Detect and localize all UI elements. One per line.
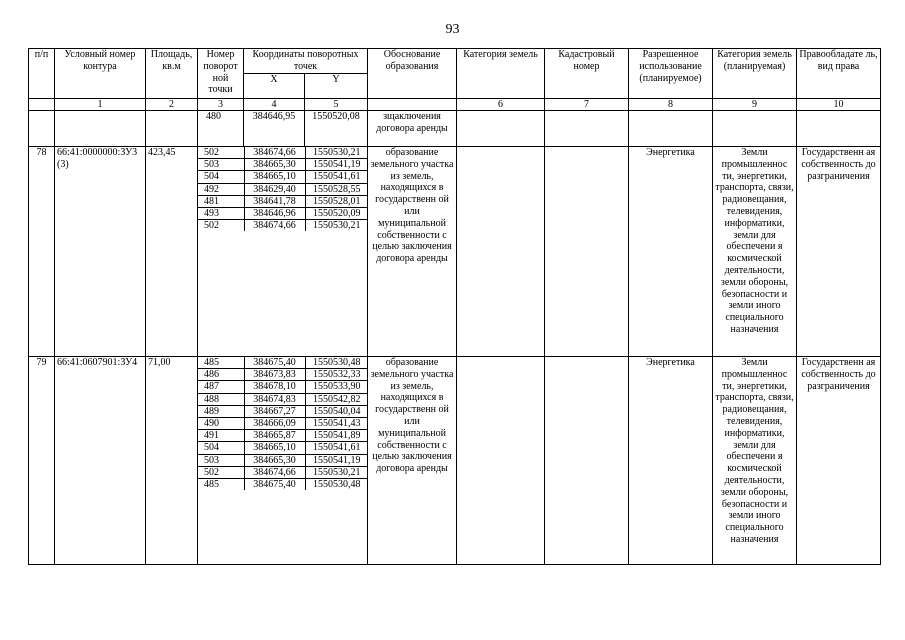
coord-y: 1550530,48: [305, 357, 368, 369]
permitted-use: Энергетика: [629, 147, 713, 357]
column-number-row: [29, 99, 881, 111]
coord-x: 384674,66: [244, 147, 305, 159]
point-number: 503: [198, 159, 244, 171]
point-row: [198, 147, 368, 159]
rightholder: Государственн ая собственность до разграничения: [797, 147, 881, 357]
rightholder: Государственн ая собственность до разграничения: [797, 357, 881, 565]
header-coordinates: Координаты поворотных точек: [244, 49, 368, 74]
points-list: [198, 147, 368, 357]
coord-y: 1550528,55: [305, 183, 368, 195]
coord-y: 1550542,82: [305, 393, 368, 405]
point-row: [198, 405, 368, 417]
col-number: 3: [198, 99, 244, 111]
coord-x: 384666,09: [244, 418, 305, 430]
coord-y: 1550530,21: [305, 466, 368, 478]
table-row-continuation: [29, 111, 881, 147]
col-number-empty: [368, 99, 457, 111]
point-number: 485: [198, 357, 244, 369]
point-row: [198, 430, 368, 442]
point-row: [198, 393, 368, 405]
coord-y: 1550528,01: [305, 195, 368, 207]
coord-y: 1550541,19: [305, 454, 368, 466]
point-row: [198, 357, 368, 369]
col-number: 7: [545, 99, 629, 111]
coord-x: 384665,30: [244, 454, 305, 466]
coord-x: 384665,10: [244, 171, 305, 183]
page-number: 93: [445, 22, 460, 37]
coord-y: 1550533,90: [305, 381, 368, 393]
coord-x: 384665,30: [244, 159, 305, 171]
point-number: 488: [198, 393, 244, 405]
coord-x: 384678,10: [244, 381, 305, 393]
point-number: 489: [198, 405, 244, 417]
header-land-category-planned: Категория земель (планируемая): [713, 49, 797, 99]
header-y: Y: [305, 74, 368, 99]
category-planned: Земли промышленнос ти, энергетики, транспорта, связи, радиовещания, телевидения, информатики, земли для обеспечени я космической деятельности, земли обороны, безопасности и земли иного специального назначения: [713, 357, 797, 565]
coord-y: 1550532,33: [305, 369, 368, 381]
point-row: [198, 466, 368, 478]
header-contour: Условный номер контура: [55, 49, 146, 99]
point-row: [198, 369, 368, 381]
point-row: [198, 220, 368, 232]
point-row: [198, 208, 368, 220]
coord-y: 1550520,08: [305, 111, 368, 147]
point-number: 492: [198, 183, 244, 195]
area-value: 423,45: [146, 147, 198, 357]
col-number: 9: [713, 99, 797, 111]
col-number: 8: [629, 99, 713, 111]
point-number: 491: [198, 430, 244, 442]
category-planned: Земли промышленнос ти, энергетики, транспорта, связи, радиовещания, телевидения, информатики, земли для обеспечени я космической деятельности, земли обороны, безопасности и земли иного специального назначения: [713, 147, 797, 357]
coord-x: 384665,10: [244, 442, 305, 454]
coord-x: 384646,96: [244, 208, 305, 220]
coord-x: 384675,40: [244, 479, 305, 491]
point-number: 487: [198, 381, 244, 393]
point-number: 480: [198, 111, 244, 147]
col-number: 10: [797, 99, 881, 111]
coord-x: 384646,95: [244, 111, 305, 147]
coord-y: 1550541,19: [305, 159, 368, 171]
point-row: [198, 454, 368, 466]
coord-x: 384667,27: [244, 405, 305, 417]
coord-x: 384675,40: [244, 357, 305, 369]
cadastral-empty: [545, 357, 629, 565]
coord-y: 1550530,21: [305, 220, 368, 232]
land-plots-table: [28, 48, 881, 565]
point-number: 490: [198, 418, 244, 430]
header-land-category: Категория земель: [457, 49, 545, 99]
contour-number: 66:41:0607901:ЗУ4: [55, 357, 146, 565]
coord-y: 1550530,21: [305, 147, 368, 159]
coord-x: 384674,66: [244, 220, 305, 232]
header-point-number: Номер поворот ной точки: [198, 49, 244, 99]
coord-y: 1550541,61: [305, 171, 368, 183]
point-number: 493: [198, 208, 244, 220]
row-pp: 79: [29, 357, 55, 565]
point-number: 485: [204, 479, 219, 491]
col-number: 6: [457, 99, 545, 111]
point-number: 503: [198, 454, 244, 466]
basis-text: зщаключения договора аренды: [368, 111, 457, 147]
header-cadastral: Кадастровый номер: [545, 49, 629, 99]
coord-y: 1550541,43: [305, 418, 368, 430]
point-row: [198, 159, 368, 171]
point-number: 481: [198, 195, 244, 207]
row-pp: 78: [29, 147, 55, 357]
header-x: X: [244, 74, 305, 99]
cadastral-empty: [545, 147, 629, 357]
coord-x: 384641,78: [244, 195, 305, 207]
coord-y: 1550530,48: [305, 479, 368, 491]
header-rightholder: Правообладате ль, вид права: [797, 49, 881, 99]
point-number: 504: [198, 171, 244, 183]
points-table: [198, 147, 368, 231]
col-number: 5: [305, 99, 368, 111]
points-list: [198, 357, 368, 565]
permitted-use: Энергетика: [629, 357, 713, 565]
col-number: 2: [146, 99, 198, 111]
coord-y: 1550541,89: [305, 430, 368, 442]
basis-text: образование земельного участка из земель, находящихся в государственн ой или муниципальной собственности с целью заключения договора аренды: [368, 357, 457, 565]
col-number-empty: [29, 99, 55, 111]
coord-x: 384674,83: [244, 393, 305, 405]
coord-y: 1550520,09: [305, 208, 368, 220]
land-category-empty: [457, 357, 545, 565]
point-number: 502: [198, 466, 244, 478]
point-number: 502: [198, 147, 244, 159]
point-row: [198, 418, 368, 430]
table-row: [29, 147, 881, 357]
header-basis: Обоснование образования: [368, 49, 457, 99]
point-row: [198, 183, 368, 195]
basis-text: образование земельного участка из земель, находящихся в государственн ой или муниципальной собственности с целью заключения договора аренды: [368, 147, 457, 357]
points-table: [198, 357, 368, 490]
point-row: [198, 442, 368, 454]
coord-y: 1550540,04: [305, 405, 368, 417]
table-row: [29, 357, 881, 565]
header-area: Площадь, кв.м: [146, 49, 198, 99]
land-category-empty: [457, 147, 545, 357]
contour-number: 66:41:0000000:ЗУ3(3): [55, 147, 146, 357]
col-number: 4: [244, 99, 305, 111]
col-number: 1: [55, 99, 146, 111]
coord-x: 384673,83: [244, 369, 305, 381]
area-value: 71,00: [146, 357, 198, 565]
point-number: 502: [204, 220, 219, 232]
point-row: [198, 171, 368, 183]
table-header: [29, 49, 881, 111]
point-row: [198, 381, 368, 393]
coord-x: 384665,87: [244, 430, 305, 442]
coord-x: 384674,66: [244, 466, 305, 478]
point-number: 504: [198, 442, 244, 454]
point-row: [198, 195, 368, 207]
point-number: 486: [198, 369, 244, 381]
header-pp: п/п: [29, 49, 55, 99]
header-permitted-use: Разрешенное использование (планируемое): [629, 49, 713, 99]
point-row: [198, 479, 368, 491]
coord-x: 384629,40: [244, 183, 305, 195]
coord-y: 1550541,61: [305, 442, 368, 454]
